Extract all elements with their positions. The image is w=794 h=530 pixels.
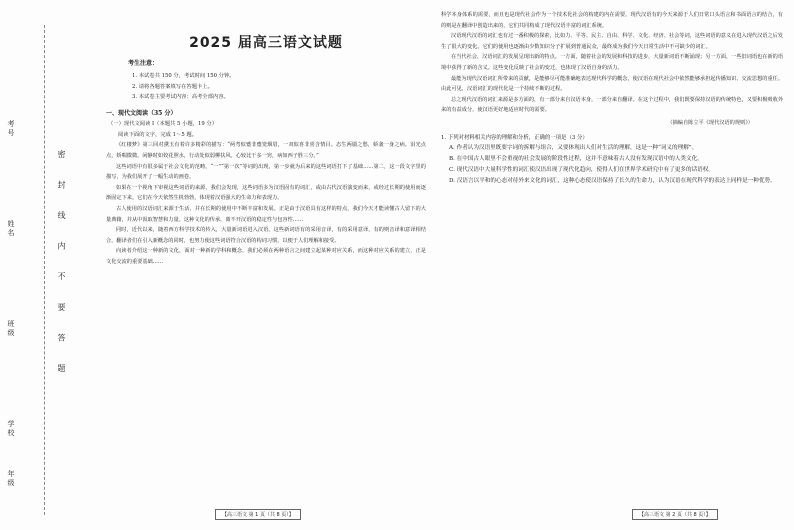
- exam-title: 2025 届高三语文试题: [189, 35, 343, 51]
- question-option-c: C. 现代汉语中大量科学性的词汇使汉语出现了现代化趋向，使得人们在世界学术研究中有了更多的话语权。: [449, 167, 714, 174]
- page-footer-left: 【高三语文 第 1 页（共 8 页）】: [215, 509, 301, 520]
- right-column: [441, 10, 783, 187]
- notice-item: 3. 本试卷主要考试内容：高考全部内容。: [132, 94, 229, 101]
- question-stem: 1. 下列对材料相关内容的理解和分析，正确的一项是（3 分）: [441, 134, 588, 141]
- passage-paragraph: 同时，近代以来，随着西方科学技术的传入，大量新词语进入汉语。这些新词语有的采用音译，有的采用意译，有的则音译和意译相结合。翻译者们在引入新概念的同时，也努力使这些词语符合汉语的构词习惯，以便于人们理解和接受。: [106, 227, 426, 244]
- subsection-heading: （一）现代文阅读 I（本题共 5 小题，19 分）: [108, 121, 217, 128]
- notice-item: 2. 请将各题答案填写在答题卡上。: [132, 83, 213, 90]
- sidebar-label-grade: 年级: [7, 470, 15, 488]
- seal-warning-text: 密 封 线 内 不 要 答 题: [57, 150, 66, 382]
- notice-item: 1. 本试卷共 150 分，考试时间 150 分钟。: [132, 73, 235, 80]
- reading-instruction: 阅读下面的文字，完成 1～5 题。: [118, 131, 197, 138]
- question-option-a: A. 作者认为汉语里既要字词的拆解与组合，又要体现出人们对生活的理解，这是一种“词义的理解”。: [449, 145, 698, 152]
- passage-paragraph: 科学本身体系的需要，而且也是现代社会作为一个技术化社会的构建的内在需要。现代汉语有的今天来源于人们日常口头语言和书面语言的结合，有的则是在翻译中创造出来的，它们共同构成了现代汉语丰富的词汇系统。: [441, 12, 783, 29]
- seal-dashed-line: [44, 25, 45, 515]
- passage-paragraph: 最能为现代汉语词汇所带来的贡献，是能够尽可能准确地表达现代科学的概念，使汉语在现代社会中依然能够承担起传播知识、交流思想的重任。由此可见，汉语词汇的现代化是一个持续不断的过程。: [441, 75, 784, 93]
- passage-paragraph: 总之现代汉语的词汇来源是多方面的，有一部分来自汉语本身，一部分来自翻译。在这个过程中，我们既要保持汉语的传统特色，又要积极吸收外来的有益成分，使汉语更好地适应时代的需要。: [441, 96, 784, 114]
- passage-paragraph: 古人使用的汉语词汇来源于生活，并在长期的使用中不断丰富和发展。正是由于汉语具有这样的特点，我们今天才能读懂古人留下的大量典籍，并从中汲取智慧和力量。这种文化的传承，离不开汉语的稳定性与包容性……: [106, 206, 426, 223]
- binding-sidebar: [0, 0, 104, 530]
- sidebar-label-class: 班级: [7, 320, 15, 338]
- page-footer-right: 【高三语文 第 2 页（共 8 页）】: [632, 509, 718, 520]
- section-heading: 一、现代文阅读（35 分）: [106, 109, 177, 117]
- sidebar-label-name: 姓名: [7, 220, 15, 238]
- passage-paragraph: 向读者介绍这一种新的文化，面对一种新的学科和概念，我们必须在两种语言之间建立起某种对应关系，而这种对应关系的建立，正是文化交流的重要基础……: [106, 248, 426, 265]
- passage-paragraph: 这些词语中有很多属于社会文化的范畴。“一”“第一次”等词的出现，第一步就为后来的这些词语打下了基础……第二，这一段文字里的描写，为我们展开了一幅生动的画卷。: [106, 163, 426, 181]
- notice-heading: 考生注意：: [128, 59, 159, 67]
- passage-paragraph: 《红楼梦》第三回对黛玉有着许多精彩的描写：“两弯似蹙非蹙笼烟眉，一双似喜非喜含情目。态生两靥之愁，娇袭一身之病。泪光点点，娇喘微微。闲静时如姣花照水，行动处似弱柳扶风。心较比干多一窍，病如西子胜三分。”: [106, 142, 426, 160]
- question-option-b: B. 在中国古人眼里不会重视的社会发展的阶段性过程，这并不意味着古人没有发现汉语中的人类文化。: [449, 156, 703, 163]
- sidebar-label-school: 学校: [7, 420, 15, 438]
- passage-paragraph: 汉语现代汉语的词汇也有过一番积极的探索，比如力、平等、民主、自由、科学、文化、经济、社会等词，这些词语的意义在进入现代汉语之后发生了很大的变化。它们的使用也逐渐由少数知识分子扩展到普通民众，最终成为我们今天日常生活中不可缺少的词汇。: [441, 33, 784, 50]
- passage-paragraph: 在当代社会，汉语词汇的发展呈现出新的特点。一方面，随着社会的发展和科技的进步，大量新词语不断涌现；另一方面，一些旧词语也在新的语境中获得了新的含义。这些变化反映了社会的变迁，也体现了汉语自身的活力。: [441, 54, 784, 71]
- question-option-d: D. 汉语言以平和的心态对待外来文化的词汇，这种心态使汉语保持了长久的生命力，认为汉语在现代科学的表达上同样是一种优势。: [449, 178, 776, 185]
- passage-source: （摘编自陈立平《现代汉语的规则》）: [667, 119, 753, 126]
- sidebar-label-exam-number: 考号: [7, 120, 15, 138]
- passage-paragraph: 如果在一个视角下审视这些词语的来源，我们会发现，这些词语多为汉语固有的词汇，或由古代汉语演变而来，或经过长期的使用而逐渐固定下来。它们在今天依然生机勃勃，体现着汉语强大的生命力和表现力。: [106, 184, 426, 202]
- left-column: [106, 12, 426, 268]
